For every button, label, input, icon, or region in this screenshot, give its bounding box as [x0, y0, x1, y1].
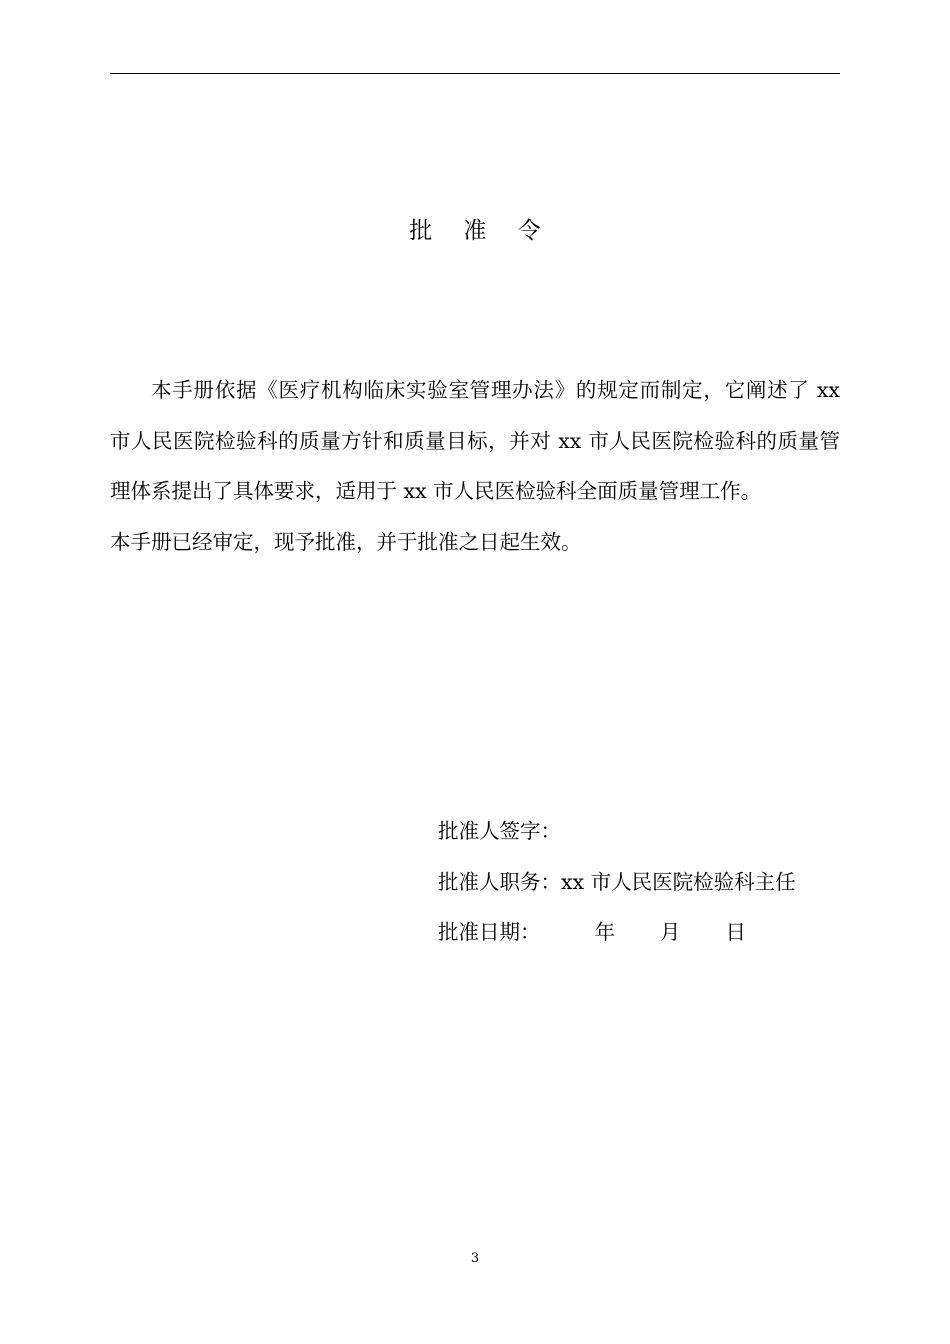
position-line — [438, 857, 858, 908]
year-label: 年 — [594, 920, 615, 944]
position-value: xx 市人民医院检验科主任 — [561, 869, 796, 894]
document-title: 批 准 令 — [409, 218, 553, 244]
day-label: 日 — [725, 920, 746, 944]
page-number: 3 — [470, 1251, 480, 1266]
position-label: 批准人职务： — [438, 869, 561, 894]
body-paragraph-basis: 本手册依据《医疗机构临床实验室管理办法》的规定而制定，它阐述了 xx 市人民医院检验科的质量方针和质量目标，并对 xx 市人民医院检验科的质量管理体系提出了具体要求，适用于 xx 市人民医检验科全面质量管理工作。 — [110, 378, 840, 503]
document-body — [110, 365, 840, 567]
body-paragraph-approval: 本手册已经审定，现予批准，并于批准之日起生效。 — [110, 529, 582, 554]
signature-block — [438, 806, 858, 958]
date-line — [438, 907, 858, 958]
signer-line — [438, 806, 858, 857]
signer-label: 批准人签字： — [438, 819, 561, 843]
header-rule — [110, 73, 840, 74]
month-label: 月 — [660, 920, 681, 944]
date-label: 批准日期： — [438, 920, 541, 944]
